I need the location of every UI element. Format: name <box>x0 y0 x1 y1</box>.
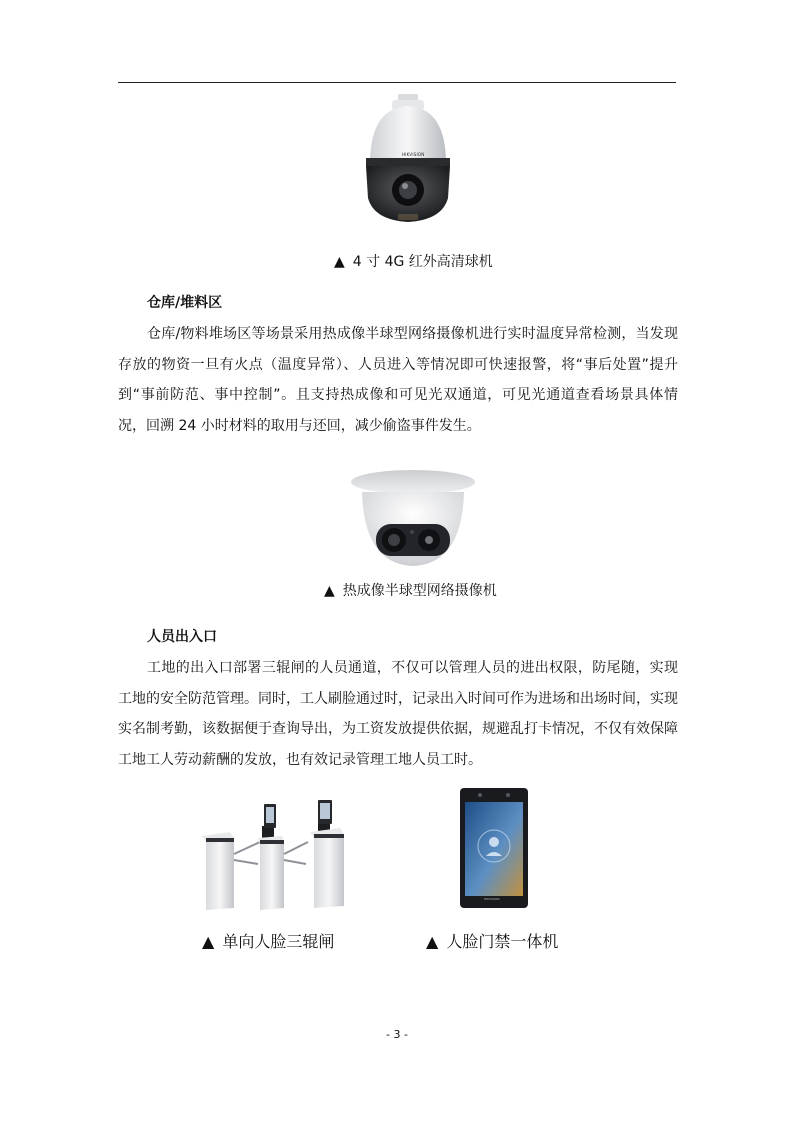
dome-camera-caption: ▲ 4 寸 4G 红外高清球机 <box>334 254 493 270</box>
triangle-icon: ▲ <box>202 932 215 951</box>
ptz-dome-camera-image <box>362 94 454 224</box>
section-heading-warehouse: 仓库/堆料区 <box>147 295 223 311</box>
section-paragraph-warehouse: 仓库/物料堆场区等场景采用热成像半球型网络摄像机进行实时温度异常检测，当发现存放的物资一旦有火点（温度异常）、人员进入等情况即可快速报警，将“事后处置”提升到“事前防范、事中控制”。且支持热成像和可见光双通道，可见光通道查看场景具体情况，回溯 24 小时材料的取用与还回，减少偷盗事件发生。 <box>118 326 678 434</box>
section-heading-entrance: 人员出入口 <box>147 629 217 645</box>
header-rule <box>118 82 676 83</box>
triangle-icon: ▲ <box>426 932 439 951</box>
page-number: - 3 - <box>386 1028 408 1041</box>
dome-brand-text: HIKVISION <box>402 152 425 157</box>
turnstile-caption: ▲ 单向人脸三辊闸 <box>202 932 335 951</box>
thermal-turret-camera-image <box>350 468 476 568</box>
terminal-brand-text: HIKVISION <box>484 897 500 901</box>
face-turnstile-image <box>200 798 348 910</box>
thermal-camera-caption: ▲ 热成像半球型网络摄像机 <box>324 583 497 599</box>
section-paragraph-entrance: 工地的出入口部署三辊闸的人员通道，不仅可以管理人员的进出权限，防尾随，实现工地的安全防范管理。同时，工人刷脸通过时，记录出入时间可作为进场和出场时间，实现实名制考勤，该数据便于查询导出，为工资发放提供依据，规避乱打卡情况，不仅有效保障工地工人劳动薪酬的发放，也有效记录管理工地人员工时。 <box>118 660 678 768</box>
face-access-terminal-image <box>460 788 528 908</box>
triangle-icon: ▲ <box>324 583 335 599</box>
triangle-icon: ▲ <box>334 254 345 270</box>
face-terminal-caption: ▲ 人脸门禁一体机 <box>426 932 559 951</box>
